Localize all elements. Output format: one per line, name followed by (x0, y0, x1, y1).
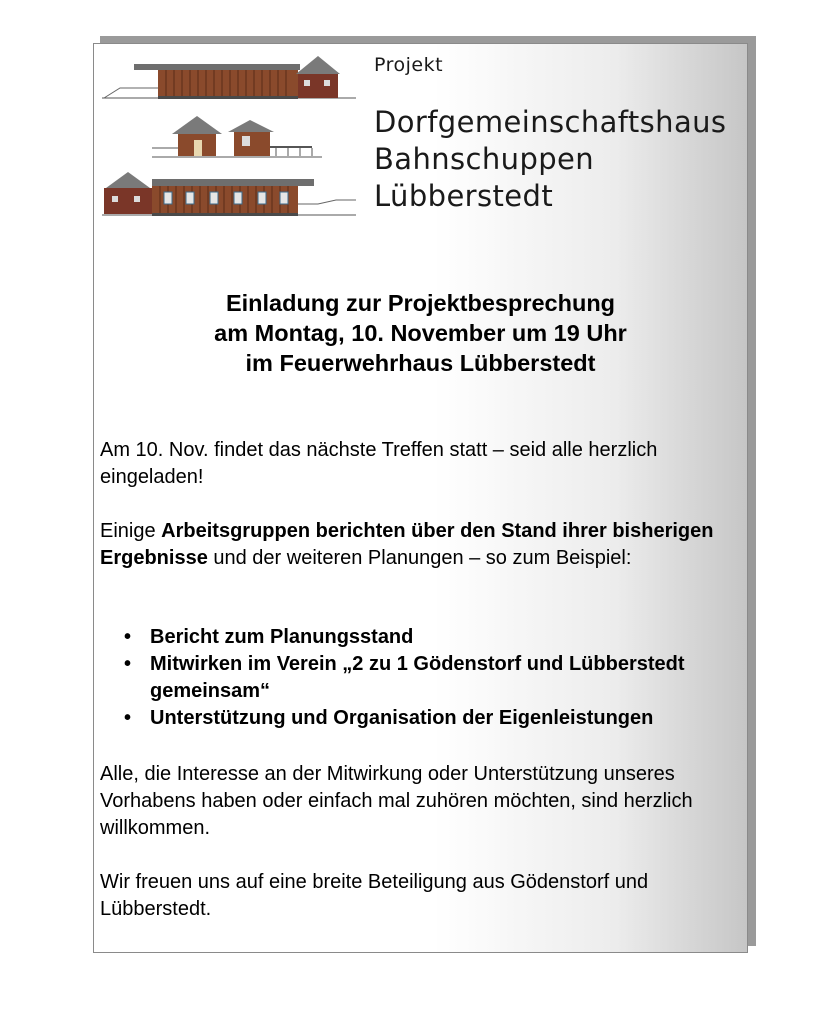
elevation-gable-views-middle (152, 116, 322, 157)
paragraph-closing: Wir freuen uns auf eine breite Beteiligung aus Gödenstorf und Lübberstedt. (100, 871, 649, 920)
bullet-icon: • (124, 707, 132, 729)
paragraph-working-groups (100, 518, 750, 572)
project-title-line-2: Bahnschuppen (374, 142, 595, 176)
working-groups-emphasis: Arbeitsgruppen berichten über den Stand ihrer bisherigen Ergebnisse (100, 520, 714, 569)
list-item-text: Bericht zum Planungsstand (150, 626, 414, 648)
invitation-line-3: im Feuerwehrhaus Lübberstedt (245, 350, 596, 376)
list-item (122, 705, 752, 732)
working-groups-intro: Einige (100, 520, 162, 542)
building-elevation-drawings (100, 52, 358, 222)
list-item (122, 624, 752, 651)
elevation-side-view-top (102, 56, 356, 99)
elevation-side-view-bottom (102, 172, 356, 216)
bullet-icon: • (124, 653, 132, 675)
project-title-line-3: Lübberstedt (374, 179, 554, 213)
invitation-heading (93, 288, 748, 378)
list-item-text: Mitwirken im Verein „2 zu 1 Gödenstorf und Lübberstedt gemeinsam“ (150, 653, 685, 702)
list-item (122, 651, 752, 705)
elevation-drawings-image (100, 52, 358, 222)
list-item-text: Unterstützung und Organisation der Eigenleistungen (150, 707, 654, 729)
invitation-line-1: Einladung zur Projektbesprechung (225, 290, 616, 316)
bullet-icon: • (124, 626, 132, 648)
paragraph-welcome: Alle, die Interesse an der Mitwirkung oder Unterstützung unseres Vorhabens haben oder einfach mal zuhören möchten, sind herzlich willkommen. (100, 763, 693, 839)
invitation-line-2: am Montag, 10. November um 19 Uhr (214, 320, 627, 346)
project-title (374, 104, 726, 215)
working-groups-rest: und der weiteren Planungen – so zum Beispiel: (207, 547, 632, 569)
project-title-line-1: Dorfgemeinschaftshaus (374, 105, 727, 139)
project-label: Projekt (374, 54, 444, 76)
paragraph-meeting-info: Am 10. Nov. findet das nächste Treffen statt – seid alle herzlich eingeladen! (100, 439, 658, 488)
topics-list (122, 624, 752, 732)
